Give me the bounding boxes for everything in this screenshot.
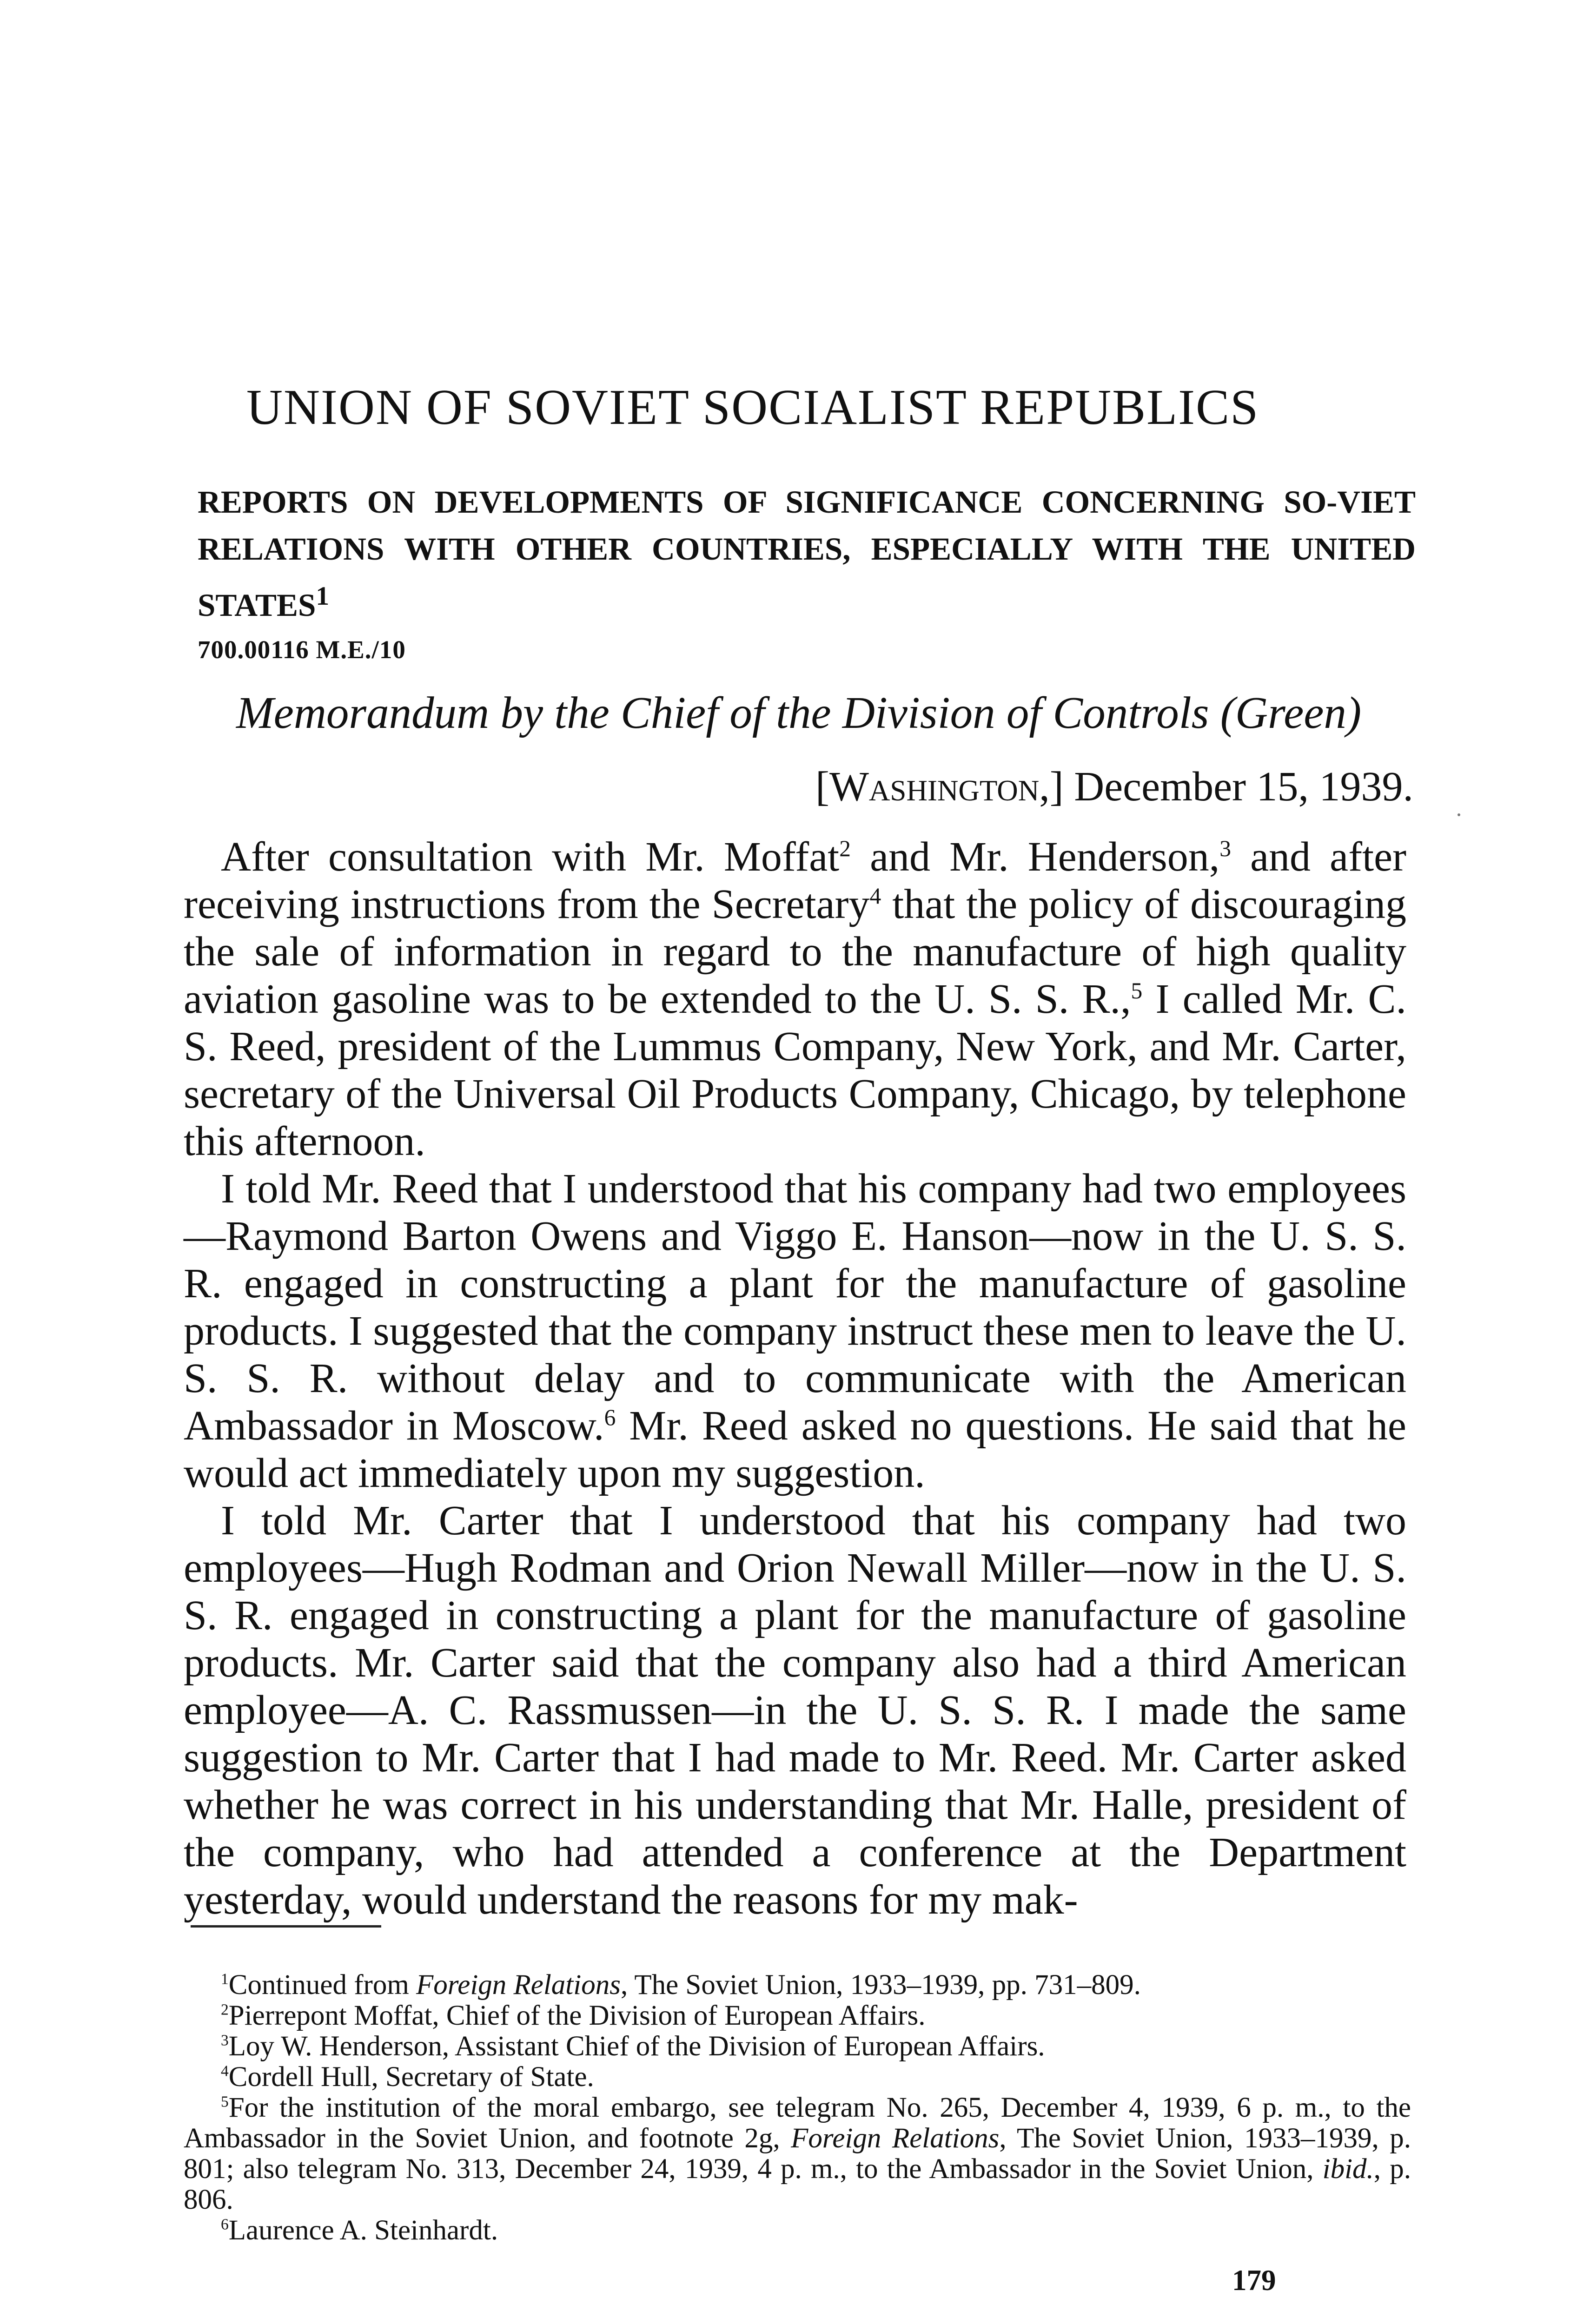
footnote-2 (184, 2000, 1411, 2031)
scan-speck (1458, 813, 1460, 816)
memo-title: Memorandum by the Chief of the Division of Controls (Green) (236, 688, 1362, 738)
footnote-3-text: Loy W. Henderson, Assistant Chief of the Division of European Affairs. (228, 2031, 1045, 2062)
paragraph-1-text-a: After consultation with Mr. Moffat (221, 834, 840, 880)
paragraph-2 (184, 1165, 1406, 1497)
footnote-6-number: 6 (221, 2216, 229, 2233)
footnote-5-number: 5 (221, 2093, 229, 2111)
footnote-6-text: Laurence A. Steinhardt. (228, 2215, 498, 2246)
footnote-3 (184, 2031, 1411, 2062)
footnote-divider (191, 1925, 381, 1928)
paragraph-1 (184, 833, 1406, 1165)
footnote-2-text: Pierrepont Moffat, Chief of the Division of European Affairs. (228, 2000, 926, 2031)
page-title: UNION OF SOVIET SOCIALIST REPUBLICS (246, 380, 1259, 435)
footnote-1-text-b: , The Soviet Union, 1933–1939, pp. 731–809. (620, 1969, 1141, 2000)
paragraph-1-text-c: and after receiving instructions from the Secretary (184, 834, 1407, 927)
footnote-1-number: 1 (221, 1970, 229, 1988)
footnote-5 (184, 2093, 1411, 2215)
memo-body (184, 833, 1406, 1924)
footnote-5-italic-1: Foreign Relations (791, 2123, 1000, 2154)
footnote-1-italic: Foreign Relations (416, 1969, 621, 2000)
footnote-5-italic-2: ibid. (1322, 2153, 1374, 2185)
footnote-ref-2: 2 (839, 836, 851, 861)
footnote-4 (184, 2062, 1411, 2093)
footnote-ref-3: 3 (1219, 836, 1231, 861)
paragraph-3: I told Mr. Carter that I understood that his company had two employees—Hugh Rodman and Orion Newall Miller—now in the U. S. S. R. engaged in constructing a plant for the manufacture of gasoline products. Mr. Carter said that the company also had a third American employee—A. C. Rassmussen—in the U. S. S. R. I made the same suggestion to Mr. Carter that I had made to Mr. Reed. Mr. Carter asked whether he was correct in his understanding that Mr. Halle, president of the company, who had attended a conference at the Department yesterday, would understand the reasons for my mak- (184, 1498, 1406, 1923)
paragraph-2-text-a: I told Mr. Reed that I understood that his company had two employees—Raymond Barton Owens and Viggo E. Hanson—now in the U. S. S. R. engaged in constructing a plant for the manufacture of gasoline products. I suggested that the company instruct these men to leave the U. S. S. R. without delay and to communicate with the American Ambassador in Moscow. (184, 1166, 1406, 1449)
page-number: 179 (1232, 2264, 1276, 2297)
footnote-ref-4: 4 (869, 883, 881, 909)
footnote-5-text-b: , The Soviet Union, 1933–1939, p. 801; also telegram No. 313, December 24, 1939, 4 p. m., to the Ambassador in the Soviet Union, (184, 2123, 1411, 2185)
footnote-4-number: 4 (221, 2062, 229, 2080)
file-number: 700.00116 M.E./10 (198, 635, 406, 664)
paragraph-1-text-b: and Mr. Henderson, (850, 834, 1220, 880)
dateline-place: [Washington,] (815, 764, 1064, 810)
footnotes (184, 1970, 1411, 2246)
paragraph-1-text-e: I called Mr. C. S. Reed, president of the Lummus Company, New York, and Mr. Carter, secretary of the Universal Oil Products Company, Chicago, by telephone this afternoon. (184, 976, 1406, 1164)
footnote-4-text: Cordell Hull, Secretary of State. (228, 2061, 594, 2093)
footnote-5-text-c: , p. 806. (184, 2153, 1411, 2215)
footnote-ref-6: 6 (604, 1405, 616, 1430)
section-headline (198, 479, 1416, 629)
paragraph-1-text-d: that the policy of discouraging the sale of information in regard to the manufacture of high quality aviation gasoline was to be extended to the U. S. S. R., (184, 881, 1406, 1022)
footnote-1-text-a: Continued from (228, 1969, 417, 2000)
section-headline-text: REPORTS ON DEVELOPMENTS OF SIGNIFICANCE CONCERNING SO-VIET RELATIONS WITH OTHER COUNTRIES, ESPECIALLY WITH THE UNITED STATES (198, 484, 1416, 623)
footnote-3-number: 3 (221, 2032, 229, 2049)
dateline-date: December 15, 1939. (1074, 764, 1413, 810)
footnote-6 (184, 2215, 1411, 2246)
footnote-ref-5: 5 (1131, 978, 1143, 1004)
paragraph-2-text-b: Mr. Reed asked no questions. He said that he would act immediately upon my suggestion. (184, 1403, 1406, 1496)
footnote-ref-1: 1 (316, 581, 330, 611)
footnote-2-number: 2 (221, 2001, 229, 2019)
footnote-5-text-a: For the institution of the moral embargo, see telegram No. 265, December 4, 1939, 6 p. m., to the Ambassador in the Soviet Union, and footnote 2g, (184, 2092, 1411, 2154)
footnote-1 (184, 1970, 1411, 2000)
dateline (815, 763, 1413, 811)
